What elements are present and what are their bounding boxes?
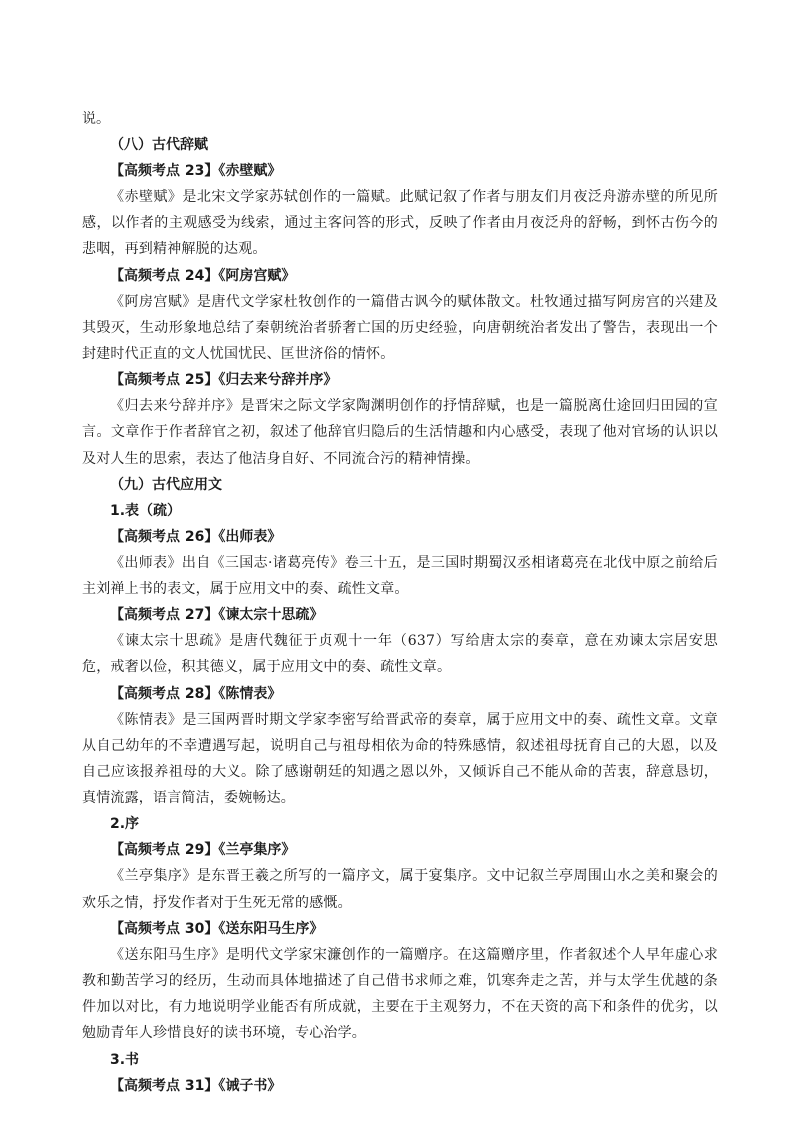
section-heading-ancient-fu: （八）古代辞赋 [110, 137, 208, 153]
point-heading-26: 【高频考点 26】《出师表》 [110, 528, 282, 545]
point-heading-28: 【高频考点 28】《陈情表》 [110, 685, 282, 702]
document-page [82, 106, 718, 1099]
point-body-27: 《谏太宗十思疏》是唐代魏征于贞观十一年（637）写给唐太宗的奏章，意在劝谏太宗居安思危，戒奢以俭，积其德义，属于应用文中的奏、疏性文章。 [82, 633, 718, 676]
point-body-28: 《陈情表》是三国两晋时期文学家李密写给晋武帝的奏章，属于应用文中的奏、疏性文章。文章从自己幼年的不幸遭遇写起，说明自己与祖母相依为命的特殊感情，叙述祖母抚育自己的大恩，以及自己应该报养祖母的大义。除了感谢朝廷的知遇之恩以外，又倾诉自己不能从命的苦衷，辞意恳切，真情流露，语言简洁，委婉畅达。 [82, 711, 718, 807]
point-body-24: 《阿房宫赋》是唐代文学家杜牧创作的一篇借古讽今的赋体散文。杜牧通过描写阿房宫的兴建及其毁灭，生动形象地总结了秦朝统治者骄奢亡国的历史经验，向唐朝统治者发出了警告，表现出一个封建时代正直的文人忧国忧民、匡世济俗的情怀。 [82, 293, 718, 363]
section-heading-applied-writing: （九）古代应用文 [110, 476, 222, 493]
subsection-heading-shu: 3.书 [110, 1051, 140, 1068]
point-heading-27: 【高频考点 27】《谏太宗十思疏》 [110, 607, 324, 624]
point-body-30: 《送东阳马生序》是明代文学家宋濂创作的一篇赠序。在这篇赠序里，作者叙述个人早年虚心求教和勤苦学习的经历，生动而具体地描述了自己借书求师之难，饥寒奔走之苦，并与太学生优越的条件加以对比，有力地说明学业能否有所成就，主要在于主观努力，不在天资的高下和条件的优劣，以勉励青年人珍惜良好的读书环境，专心治学。 [82, 946, 718, 1042]
point-heading-30: 【高频考点 30】《送东阳马生序》 [110, 920, 324, 937]
point-body-25: 《归去来兮辞并序》是晋宋之际文学家陶渊明创作的抒情辞赋，也是一篇脱离仕途回归田园的宣言。文章作于作者辞官之初，叙述了他辞官归隐后的生活情趣和内心感受，表现了他对官场的认识以及对人生的思索，表达了他洁身自好、不同流合污的精神情操。 [82, 398, 718, 467]
point-heading-29: 【高频考点 29】《兰亭集序》 [110, 842, 296, 859]
subsection-heading-xu: 2.序 [110, 816, 140, 833]
point-body-26: 《出师表》出自《三国志·诸葛亮传》卷三十五，是三国时期蜀汉丞相诸葛亮在北伐中原之前给后主刘禅上书的表文，属于应用文中的奏、疏性文章。 [82, 554, 718, 598]
point-heading-23: 【高频考点 23】《赤壁赋》 [110, 163, 282, 179]
point-heading-24: 【高频考点 24】《阿房宫赋》 [110, 267, 296, 284]
lead-text: 说。 [82, 111, 110, 127]
point-body-29: 《兰亭集序》是东晋王羲之所写的一篇序文，属于宴集序。文中记叙兰亭周围山水之美和聚会的欢乐之情，抒发作者对于生死无常的感慨。 [82, 868, 718, 911]
point-body-23: 《赤壁赋》是北宋文学家苏轼创作的一篇赋。此赋记叙了作者与朋友们月夜泛舟游赤壁的所见所感，以作者的主观感受为线索，通过主客问答的形式，反映了作者由月夜泛舟的舒畅，到怀古伤今的悲咽，再到精神解脱的达观。 [82, 189, 718, 258]
point-heading-31: 【高频考点 31】《诫子书》 [110, 1077, 282, 1094]
point-heading-25: 【高频考点 25】《归去来兮辞并序》 [110, 372, 338, 389]
subsection-heading-biao: 1.表（疏） [110, 502, 182, 519]
